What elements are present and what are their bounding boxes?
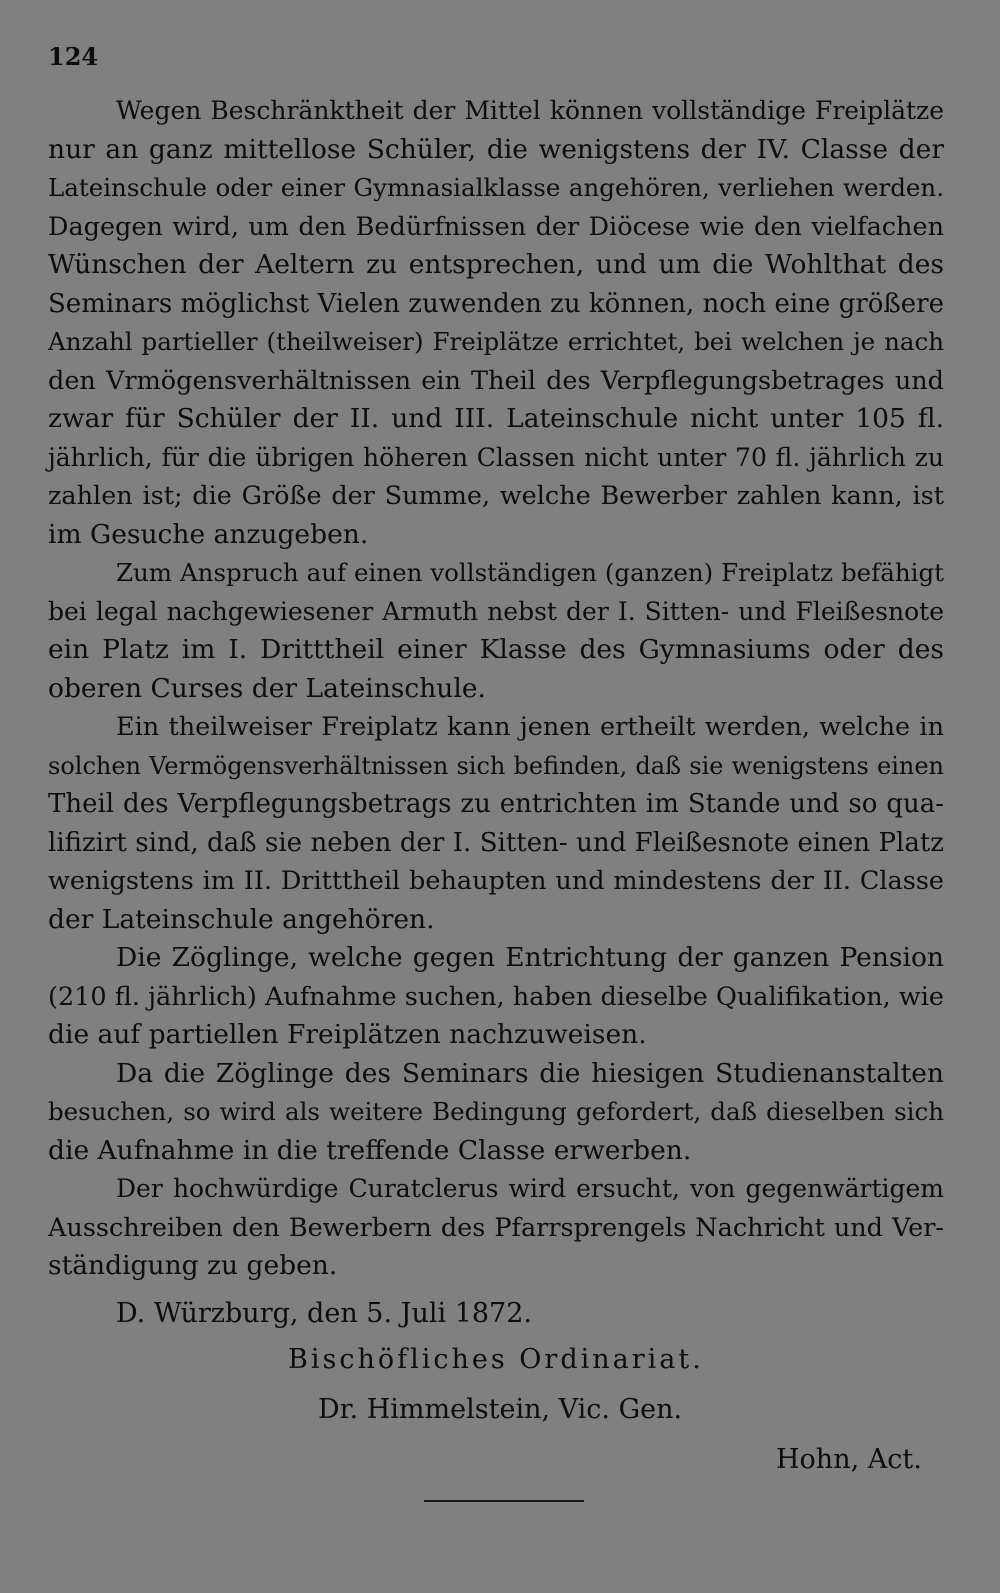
text-line: Wünschen der Aeltern zu entsprechen, und um die Wohlthat des — [48, 249, 944, 280]
clerk-signature: Hohn, Act. — [776, 1444, 922, 1475]
text-line: Zum Anspruch auf einen vollständigen (ganzen) Freiplatz befähigt — [116, 558, 944, 587]
signatory: Dr. Himmelstein, Vic. Gen. — [318, 1394, 683, 1425]
text-line: ein Platz im I. Dritttheil einer Klasse des Gymnasiums oder des — [48, 634, 944, 665]
text-line: nur an ganz mittellose Schüler, die wenigstens der IV. Classe der — [48, 133, 944, 165]
text-line: Wegen Beschränktheit der Mittel können vollständige Freiplätze — [116, 96, 944, 125]
paragraph — [48, 92, 944, 554]
page-number: 124 — [48, 42, 99, 71]
text-line: (210 fl. jährlich) Aufnahme suchen, haben dieselbe Qualifikation, wie — [48, 981, 944, 1012]
text-line: oberen Curses der Lateinschule. — [48, 672, 486, 704]
text-line: Ein theilweiser Freiplatz kann jenen ertheilt werden, welche in — [116, 712, 944, 742]
text-line: Anzahl partieller (theilweiser) Freiplätze errichtet, bei welchen je nach — [48, 327, 944, 356]
text-line: jährlich, für die übrigen höheren Classen nicht unter 70 fl. jährlich zu — [48, 442, 944, 472]
text-line: den Vrmögensverhältnissen ein Theil des Verpflegungsbetrages und — [48, 365, 944, 396]
text-line: Ausschreiben den Bewerbern des Pfarrsprengels Nachricht und Ver- — [48, 1212, 944, 1243]
text-line: ständigung zu geben. — [48, 1250, 338, 1281]
text-line: wenigstens im II. Dritttheil behaupten und mindestens der II. Classe — [48, 866, 944, 896]
paragraph — [48, 554, 944, 708]
date-line: D. Würzburg, den 5. Juli 1872. — [116, 1298, 532, 1329]
text-line: Dagegen wird, um den Bedürfnissen der Diöcese wie den vielfachen — [48, 211, 944, 242]
text-line: der Lateinschule angehören. — [48, 903, 435, 935]
paragraph — [48, 1170, 944, 1286]
paragraph — [48, 708, 944, 939]
text-line: solchen Vermögensverhältnissen sich befinden, daß sie wenigstens einen — [48, 751, 944, 780]
body-text — [48, 92, 944, 1286]
text-line: im Gesuche anzugeben. — [48, 518, 369, 550]
text-line: Der hochwürdige Curatclerus wird ersucht, von gegenwärtigem — [116, 1174, 944, 1203]
text-line: die Aufnahme in die treffende Classe erwerben. — [48, 1134, 692, 1166]
text-line: zwar für Schüler der II. und III. Lateinschule nicht unter 105 fl. — [48, 403, 944, 434]
issuing-authority: Bischöfliches Ordinariat. — [288, 1344, 704, 1375]
text-line: zahlen ist; die Größe der Summe, welche Bewerber zahlen kann, ist — [48, 481, 944, 511]
text-line: besuchen, so wird als weitere Bedingung gefordert, daß dieselben sich — [48, 1097, 944, 1126]
text-line: Da die Zöglinge des Seminars die hiesigen Studienanstalten — [116, 1057, 944, 1089]
text-line: die auf partiellen Freiplätzen nachzuweisen. — [48, 1019, 647, 1050]
text-line: Die Zöglinge, welche gegen Entrichtung der ganzen Pension — [116, 942, 944, 973]
paragraph — [48, 939, 944, 1055]
text-line: Lateinschule oder einer Gymnasialklasse angehören, verliehen werden. — [48, 173, 944, 202]
text-line: bei legal nachgewiesener Armuth nebst der I. Sitten- und Fleißesnote — [48, 596, 944, 626]
text-line: lifizirt sind, daß sie neben der I. Sitten- und Fleißesnote einen Platz — [48, 827, 944, 858]
end-rule — [424, 1500, 584, 1502]
paragraph — [48, 1055, 944, 1171]
text-line: Seminars möglichst Vielen zuwenden zu können, noch eine größere — [48, 288, 944, 319]
text-line: Theil des Verpflegungsbetrags zu entrichten im Stande und so qua- — [48, 789, 944, 819]
